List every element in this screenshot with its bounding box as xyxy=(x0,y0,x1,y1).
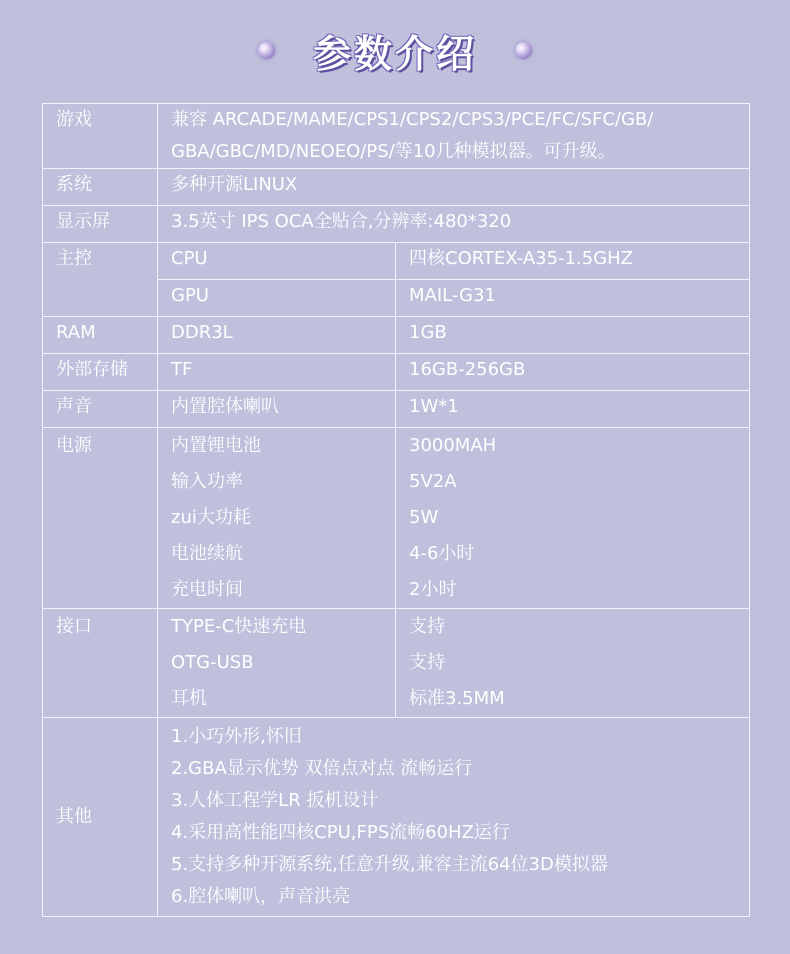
row-label-group xyxy=(158,428,396,609)
row-value: 5V2A xyxy=(409,471,457,492)
row-value: 2小时 xyxy=(409,579,457,600)
row-label: TYPE-C快速充电 xyxy=(171,616,307,637)
row-value: 标准3.5MM xyxy=(409,688,505,709)
page-title: 参数介绍 xyxy=(312,31,477,76)
row-label: CPU xyxy=(158,243,396,280)
row-value: 支持 xyxy=(409,652,445,673)
row-value-group xyxy=(158,718,750,917)
row-game xyxy=(43,104,750,169)
row-label: OTG-USB xyxy=(171,652,254,673)
row-value xyxy=(158,104,750,169)
row-value-group xyxy=(396,428,750,609)
row-value: 支持 xyxy=(409,616,445,637)
row-label: 电池续航 xyxy=(171,543,243,564)
row-key: 外部存储 xyxy=(43,354,158,391)
row-main-cpu xyxy=(43,243,750,280)
orb-left-icon xyxy=(258,42,275,59)
row-label: TF xyxy=(158,354,396,391)
row-system xyxy=(43,169,750,206)
row-key: 主控 xyxy=(43,243,158,317)
list-item: 1.小巧外形,怀旧 xyxy=(171,726,302,747)
row-ports xyxy=(43,609,750,718)
row-key: 电源 xyxy=(43,428,158,609)
list-item: 3.人体工程学LR 扳机设计 xyxy=(171,790,379,811)
list-item: 4.采用高性能四核CPU,FPS流畅60HZ运行 xyxy=(171,822,510,843)
row-value: 16GB-256GB xyxy=(396,354,750,391)
row-value: 3.5英寸 IPS OCA全贴合,分辨率:480*320 xyxy=(158,206,750,243)
row-storage xyxy=(43,354,750,391)
row-value: 1W*1 xyxy=(396,391,750,428)
header xyxy=(0,22,790,78)
row-label: zui大功耗 xyxy=(171,507,251,528)
row-label-group xyxy=(158,609,396,718)
list-item: 5.支持多种开源系统,任意升级,兼容主流64位3D模拟器 xyxy=(171,854,608,875)
row-label: 内置锂电池 xyxy=(171,435,261,456)
row-label: 输入功率 xyxy=(171,471,243,492)
row-value: 4-6小时 xyxy=(409,543,475,564)
row-key: RAM xyxy=(43,317,158,354)
row-other xyxy=(43,718,750,917)
row-key: 其他 xyxy=(43,718,158,917)
row-value: MAIL-G31 xyxy=(396,280,750,317)
spec-table xyxy=(42,103,750,917)
row-screen xyxy=(43,206,750,243)
row-key: 显示屏 xyxy=(43,206,158,243)
row-label: GPU xyxy=(158,280,396,317)
row-key: 游戏 xyxy=(43,104,158,169)
row-value: 多种开源LINUX xyxy=(158,169,750,206)
row-key: 系统 xyxy=(43,169,158,206)
row-label: DDR3L xyxy=(158,317,396,354)
list-item: 2.GBA显示优势 双倍点对点 流畅运行 xyxy=(171,758,473,779)
row-value: 四核CORTEX-A35-1.5GHZ xyxy=(396,243,750,280)
value-line: GBA/GBC/MD/NEOEO/PS/等10几种模拟器。可升级。 xyxy=(171,141,616,162)
row-label: 充电时间 xyxy=(171,579,243,600)
orb-right-icon xyxy=(515,42,532,59)
row-value: 5W xyxy=(409,507,439,528)
row-key: 声音 xyxy=(43,391,158,428)
row-value: 1GB xyxy=(396,317,750,354)
row-sound xyxy=(43,391,750,428)
row-value-group xyxy=(396,609,750,718)
value-line: 兼容 ARCADE/MAME/CPS1/CPS2/CPS3/PCE/FC/SFC/GB/ xyxy=(171,109,654,130)
row-label: 耳机 xyxy=(171,688,207,709)
row-key: 接口 xyxy=(43,609,158,718)
row-value: 3000MAH xyxy=(409,435,497,456)
list-item: 6.腔体喇叭，声音洪亮 xyxy=(171,886,351,907)
row-power xyxy=(43,428,750,609)
row-ram xyxy=(43,317,750,354)
row-label: 内置腔体喇叭 xyxy=(158,391,396,428)
